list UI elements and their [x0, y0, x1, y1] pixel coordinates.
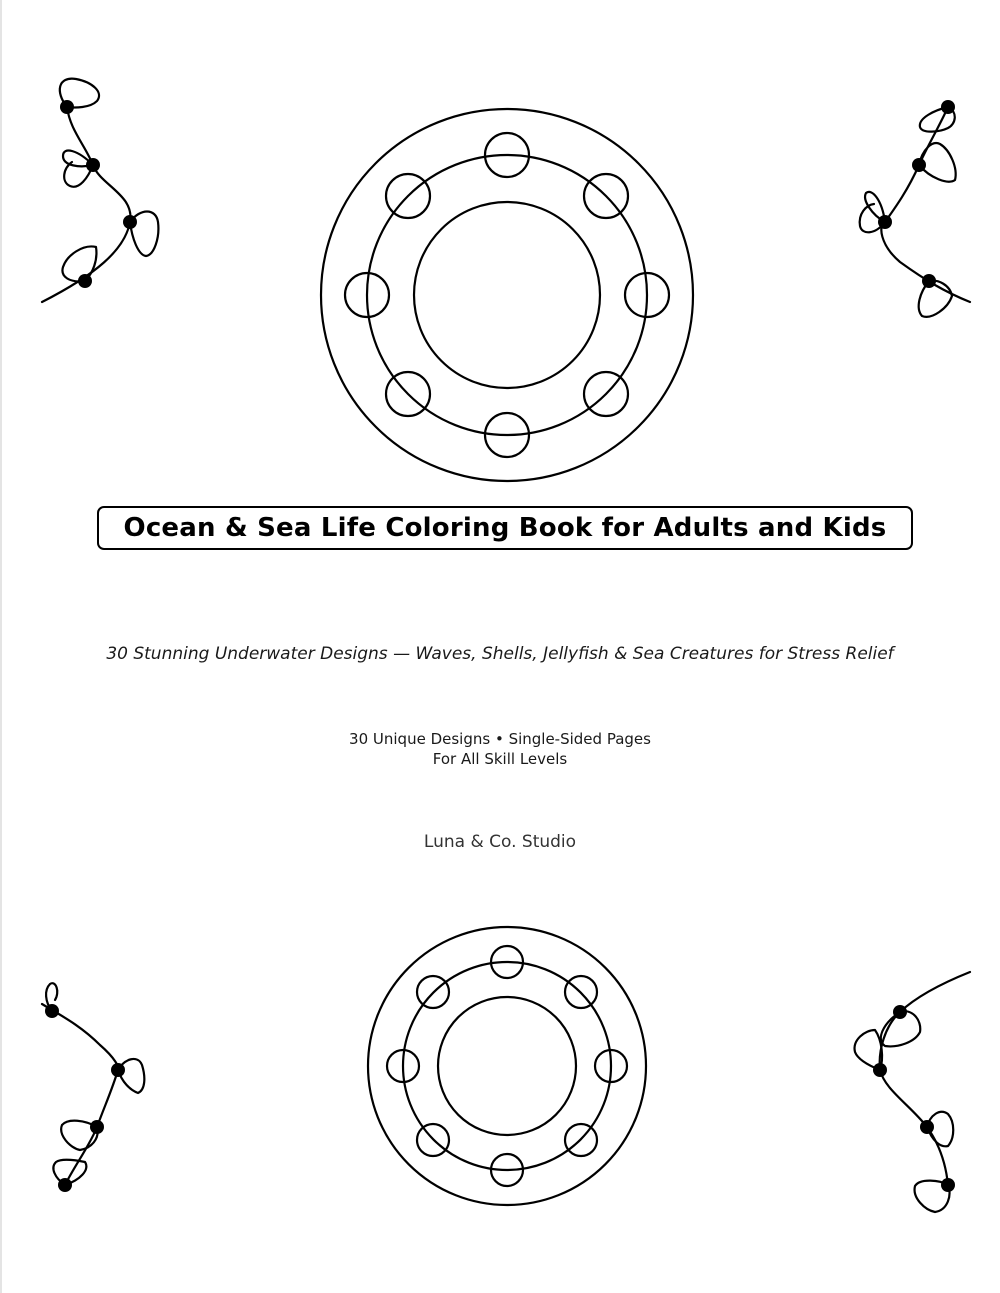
- mandala-outer-ring: [321, 109, 693, 481]
- author-name: Luna & Co. Studio: [423, 832, 577, 852]
- title-frame: [97, 506, 913, 550]
- mandala-outer-ring: [368, 927, 646, 1205]
- bottom-mandala: [368, 927, 646, 1205]
- book-subtitle: 30 Stunning Underwater Designs — Waves, Shells, Jellyfish & Sea Creatures for Stress Relief: [106, 644, 894, 664]
- top-mandala: [321, 109, 693, 481]
- details-line-2: For All Skill Levels: [432, 750, 568, 768]
- mandala-middle-ring: [403, 962, 611, 1170]
- mandala-middle-ring: [367, 155, 647, 435]
- book-title: Ocean & Sea Life Coloring Book for Adults and Kids: [123, 513, 887, 543]
- vine-top-left: [42, 79, 158, 302]
- mandala-inner-ring: [438, 997, 576, 1135]
- vine-top-right: [860, 107, 970, 317]
- mandala-inner-ring: [414, 202, 600, 388]
- details-line-1: 30 Unique Designs • Single-Sided Pages: [349, 730, 651, 748]
- book-details: [0, 729, 1000, 769]
- vine-bottom-right: [855, 972, 970, 1212]
